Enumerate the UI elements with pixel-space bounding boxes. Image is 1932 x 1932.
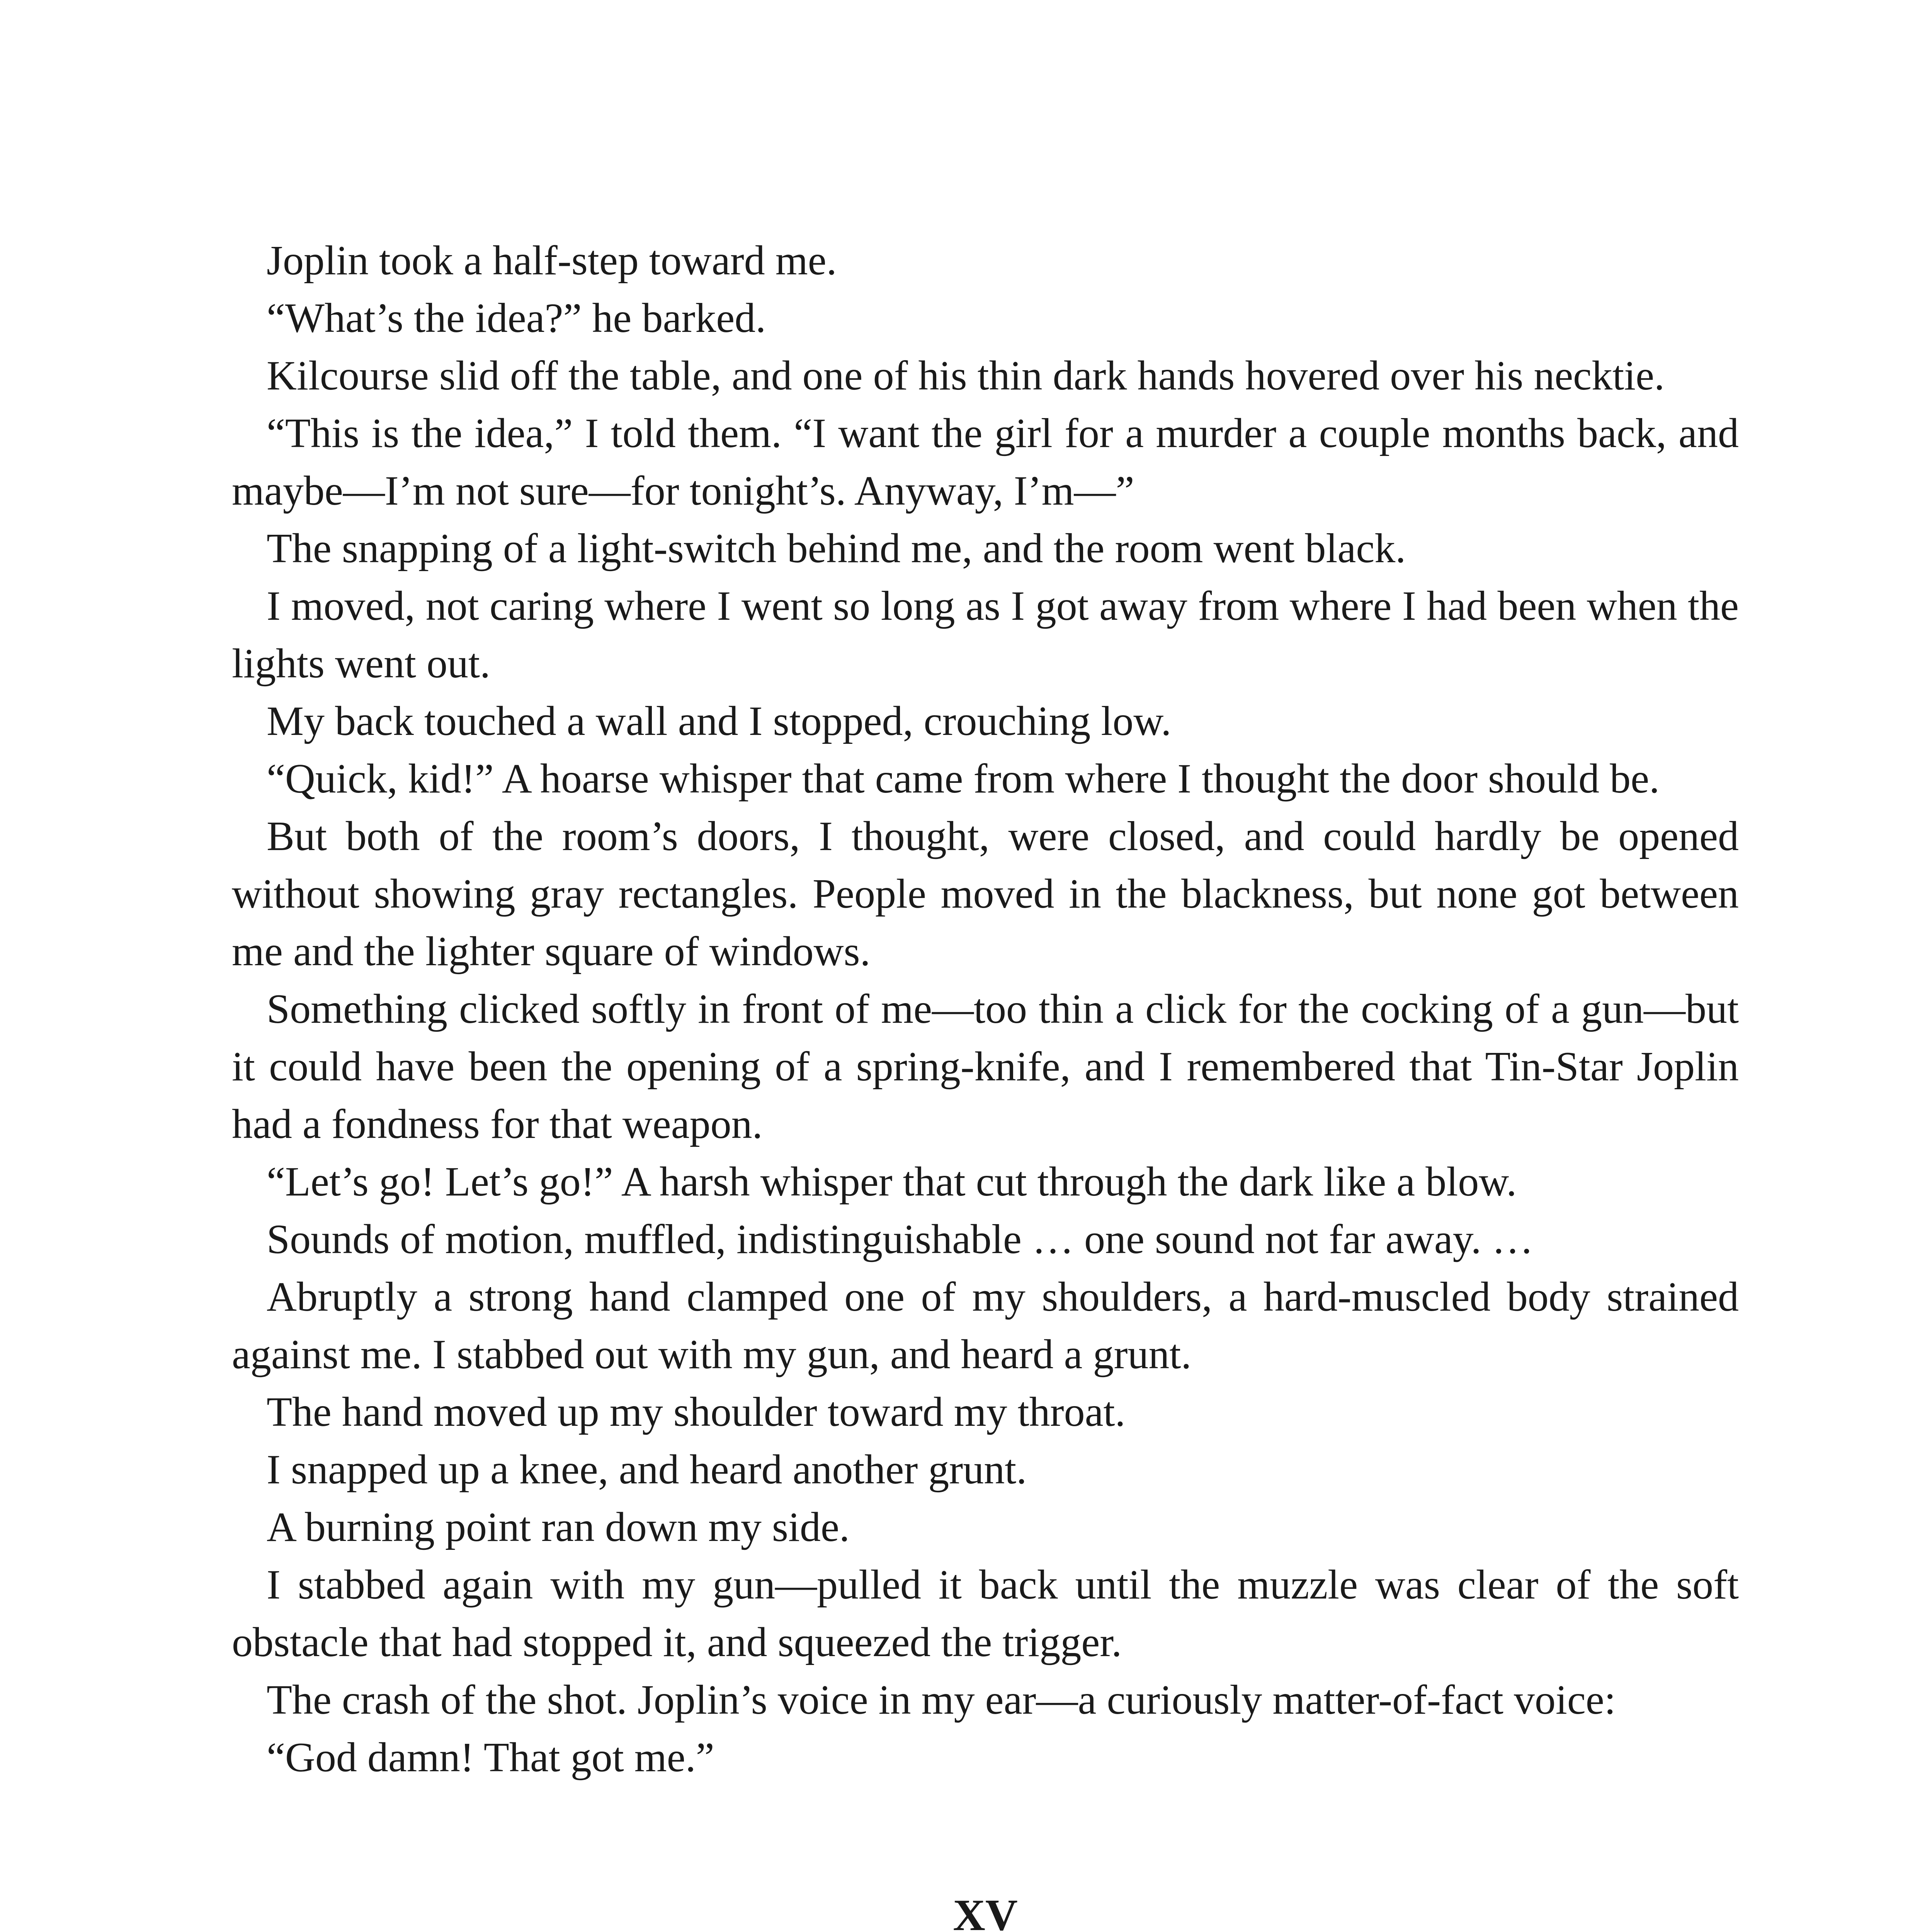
paragraph: Joplin took a half-step toward me. [267,238,837,284]
paragraph: “Let’s go! Let’s go!” A harsh whisper that cut through the dark like a blow. [267,1159,1517,1205]
paragraph: Sounds of motion, muffled, indistinguishable … one sound not far away. … [267,1216,1534,1262]
paragraph: I snapped up a knee, and heard another grunt. [267,1447,1027,1493]
paragraph: I moved, not caring where I went so long as I got away from where I had been when the lights went out. [232,583,1739,687]
paragraph: “What’s the idea?” he barked. [267,295,766,341]
paragraph: The snapping of a light-switch behind me, and the room went black. [267,526,1406,571]
paragraph: But both of the room’s doors, I thought, were closed, and could hardly be opened without showing gray rectangles. People moved in the blackness, but none got between me and the lighter square of windows. [232,813,1739,975]
chapter-heading: XV [953,1891,1018,1932]
paragraph: Kilcourse slid off the table, and one of his thin dark hands hovered over his necktie. [267,353,1665,399]
paragraph: My back touched a wall and I stopped, crouching low. [267,698,1172,744]
paragraph: “God damn! That got me.” [267,1735,714,1781]
paragraph: The crash of the shot. Joplin’s voice in my ear—a curiously matter-of-fact voice: [267,1677,1616,1723]
paragraph: Abruptly a strong hand clamped one of my shoulders, a hard-muscled body strained against me. I stabbed out with my gun, and heard a grunt. [232,1274,1739,1378]
paragraph: “This is the idea,” I told them. “I want the girl for a murder a couple months back, and maybe—I’m not sure—for tonight’s. Anyway, I’m—” [232,410,1739,514]
paragraph: Something clicked softly in front of me—too thin a click for the cocking of a gun—but it could have been the opening of a spring-knife, and I remembered that Tin-Star Joplin had a fondness for that weapon. [232,986,1739,1147]
paragraph: The hand moved up my shoulder toward my throat. [267,1389,1126,1435]
paragraph: A burning point ran down my side. [267,1504,850,1550]
page-body [232,232,1739,1932]
paragraph: I stabbed again with my gun—pulled it back until the muzzle was clear of the soft obstacle that had stopped it, and squeezed the trigger. [232,1562,1739,1665]
paragraph: “Quick, kid!” A hoarse whisper that came from where I thought the door should be. [267,756,1660,802]
